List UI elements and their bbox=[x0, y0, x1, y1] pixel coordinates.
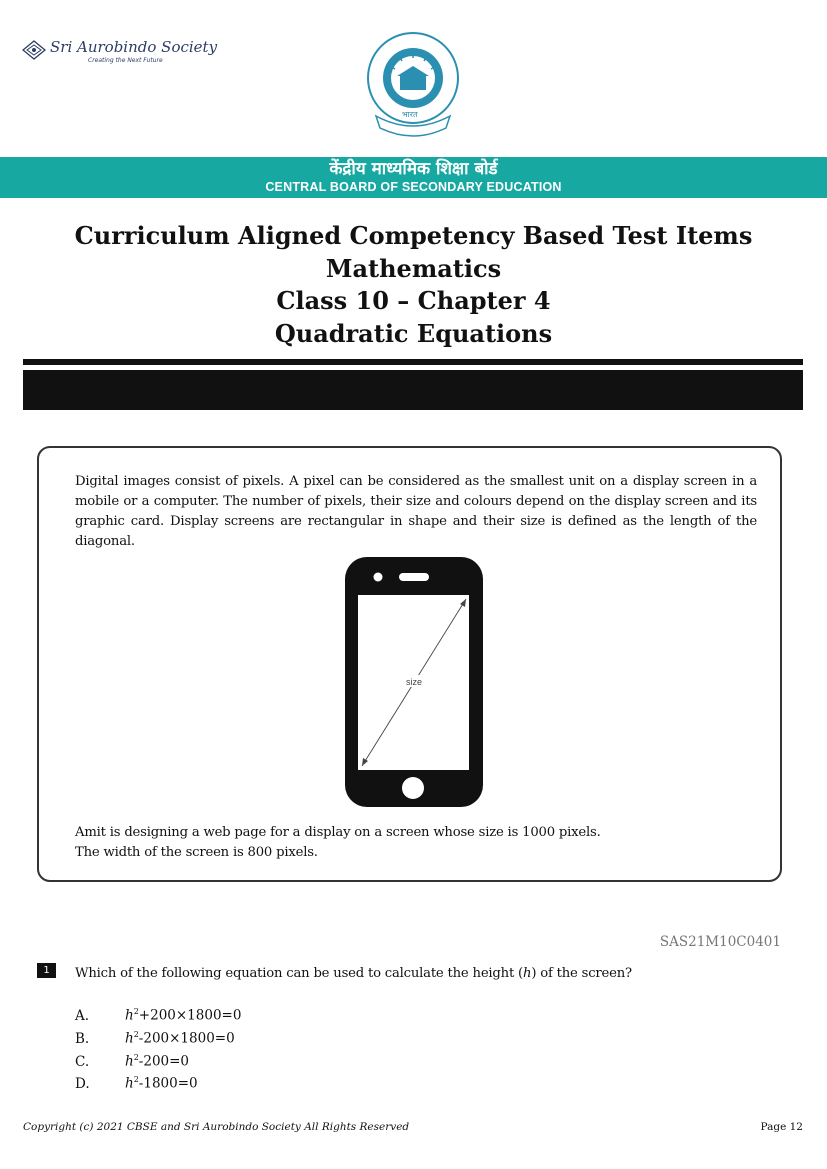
question-variable: h bbox=[523, 966, 532, 981]
banner-hindi-title: केंद्रीय माध्यमिक शिक्षा बोर्ड bbox=[329, 159, 498, 179]
document-title-block bbox=[0, 220, 827, 350]
question-text bbox=[75, 964, 632, 984]
phone-speaker-icon bbox=[399, 573, 429, 581]
diagram-size-label: size bbox=[405, 677, 423, 687]
option-expression: -1800=0 bbox=[138, 1075, 198, 1092]
option-variable: h bbox=[125, 1030, 134, 1047]
smartphone-diagram bbox=[344, 556, 484, 808]
scenario-line-2: The width of the screen is 800 pixels. bbox=[75, 845, 318, 860]
sas-brand-name: Sri Aurobindo Society bbox=[50, 38, 218, 56]
scenario-line-1: Amit is designing a web page for a display on a screen whose size is 1000 pixels. bbox=[75, 825, 601, 840]
footer-page-number: Page 12 bbox=[760, 1121, 803, 1133]
phone-camera-icon bbox=[374, 573, 383, 582]
question-number-badge: 1 bbox=[37, 963, 56, 978]
option-exponent: 2 bbox=[133, 1053, 139, 1062]
option-exponent: 2 bbox=[133, 1007, 139, 1016]
option-exponent: 2 bbox=[133, 1030, 139, 1039]
option-c[interactable] bbox=[75, 1053, 189, 1070]
option-exponent: 2 bbox=[133, 1075, 139, 1084]
question-text-before: Which of the following equation can be used to calculate the height ( bbox=[75, 966, 524, 981]
option-variable: h bbox=[125, 1053, 134, 1070]
option-variable: h bbox=[125, 1007, 134, 1024]
option-b[interactable] bbox=[75, 1030, 235, 1047]
context-intro-paragraph: Digital images consist of pixels. A pixel can be considered as the smallest unit on a display screen in a mobile or a computer. The number of pixels, their size and colours depend on the display screen and its graphic card. Display screens are rectangular in shape and their size is defined as the length of the diagonal. bbox=[75, 474, 757, 549]
banner-english-title: CENTRAL BOARD OF SECONDARY EDUCATION bbox=[265, 180, 562, 194]
option-expression: -200=0 bbox=[138, 1053, 190, 1070]
option-letter: A. bbox=[75, 1007, 90, 1024]
title-subject: Mathematics bbox=[325, 253, 502, 283]
footer-copyright: Copyright (c) 2021 CBSE and Sri Aurobindo Society All Rights Reserved bbox=[23, 1121, 410, 1133]
divider-thick-bar bbox=[23, 370, 803, 410]
option-letter: D. bbox=[75, 1075, 90, 1092]
context-scenario bbox=[75, 823, 755, 863]
cbse-seal-logo bbox=[362, 32, 464, 140]
question-text-after: ) of the screen? bbox=[531, 966, 632, 981]
sas-tagline: Creating the Next Future bbox=[88, 57, 163, 64]
cbse-banner bbox=[0, 157, 827, 198]
title-class-chapter: Class 10 – Chapter 4 bbox=[276, 286, 551, 315]
title-line-1: Curriculum Aligned Competency Based Test Items bbox=[74, 221, 753, 250]
option-letter: B. bbox=[75, 1030, 90, 1047]
option-variable: h bbox=[125, 1075, 134, 1092]
cbse-seal-text: भारत bbox=[402, 110, 418, 119]
option-a[interactable] bbox=[75, 1007, 241, 1024]
option-expression: +200×1800=0 bbox=[138, 1007, 242, 1024]
divider-thin bbox=[23, 359, 803, 365]
title-topic: Quadratic Equations bbox=[274, 318, 553, 348]
question-code: SAS21M10C0401 bbox=[659, 934, 781, 950]
option-letter: C. bbox=[75, 1053, 90, 1070]
sri-aurobindo-society-logo bbox=[22, 38, 218, 68]
cbse-emblem-icon bbox=[362, 32, 464, 140]
sas-emblem-icon bbox=[22, 40, 46, 60]
option-expression: -200×1800=0 bbox=[138, 1030, 235, 1047]
option-d[interactable] bbox=[75, 1075, 198, 1092]
phone-home-button-icon bbox=[402, 777, 424, 799]
